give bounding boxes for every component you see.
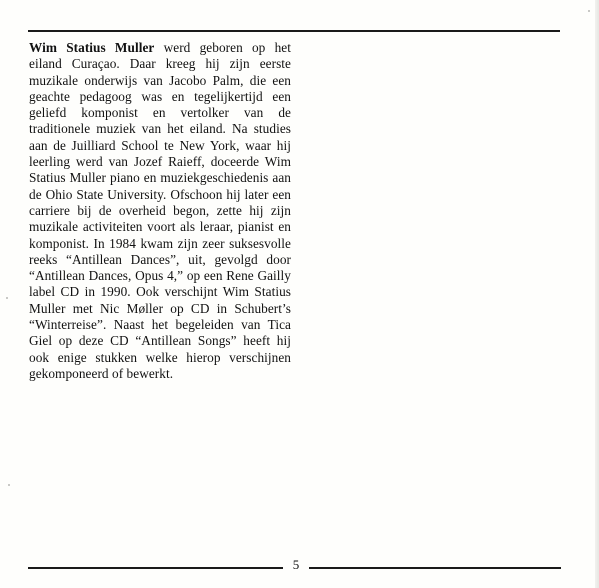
biography-lead-name: Wim Statius Muller	[29, 40, 155, 55]
page-edge-shadow	[595, 0, 599, 588]
paper-speck	[8, 484, 10, 486]
bottom-rule-left	[28, 567, 283, 569]
bottom-rule-right	[309, 567, 561, 569]
biography-body-text: werd geboren op het eiland Curaçao. Daar kreeg hij zijn eerste muzikale onderwijs van Jacobo Palm, die een geachte pedagoog was en tegelijkertijd een geliefd komponist en vertolker van de traditionele muziek van het eiland. Na studies aan de Juilliard School te New York, waar hij leerling werd van Jozef Raieff, doceerde Wim Statius Muller piano en muziekgeschiedenis aan de Ohio State University. Ofschoon hij later een carriere bij de overheid begon, zette hij zijn muzikale activiteiten voort als leraar, pianist en komponist. In 1984 kwam zijn zeer suksesvolle reeks “Antillean Dances”, uit, gevolgd door “Antillean Dances, Opus 4,” op een Rene Gailly label CD in 1990. Ook verschijnt Wim Statius Muller met Nic Møller op CD in Schubert’s “Winterreise”. Naast het begeleiden van Tica Giel op deze CD “Antillean Songs” heeft hij ook enige stukken welke hierop verschijnen gekomponeerd of bewerkt.	[29, 40, 291, 381]
top-rule	[28, 30, 560, 32]
paper-speck	[588, 10, 590, 12]
biography-paragraph	[29, 40, 291, 382]
page-number: 5	[292, 557, 300, 572]
paper-speck	[6, 297, 8, 299]
